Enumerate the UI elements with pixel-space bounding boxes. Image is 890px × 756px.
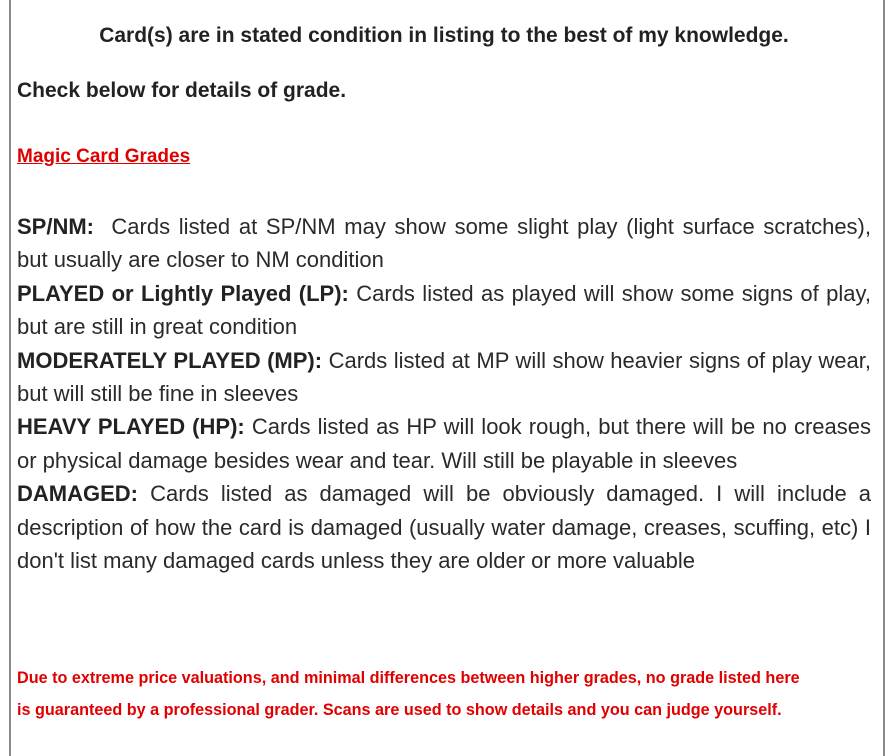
grade-term: PLAYED or Lightly Played (LP): (17, 280, 349, 306)
grade-description: Cards listed as HP will look rough, but there will be no creases or physical damage besides wear and tear. Will still be playable in sleeves (17, 414, 871, 473)
grade-played-lp (17, 277, 871, 344)
grade-damaged (17, 477, 871, 577)
grade-term: SP/NM: (17, 214, 94, 239)
grade-term: DAMAGED: (17, 481, 138, 507)
grade-term: MODERATELY PLAYED (MP): (17, 347, 323, 373)
grade-moderately-played (17, 344, 871, 411)
grade-details-note: Check below for details of grade. (17, 79, 347, 102)
grade-description: Cards listed at SP/NM may show some slight play (light surface scratches), but usually are closer to NM condition (17, 214, 871, 273)
disclaimer-line: is guaranteed by a professional grader. Scans are used to show details and you can judge yourself. (17, 701, 782, 719)
grade-term: HEAVY PLAYED (HP): (17, 414, 245, 440)
grade-heavy-played (17, 410, 871, 477)
magic-card-grades-link[interactable]: Magic Card Grades (17, 146, 191, 167)
disclaimer-line: Due to extreme price valuations, and minimal differences between higher grades, no grade listed here (17, 669, 800, 687)
grade-sp-nm (17, 210, 871, 277)
grading-disclaimer (17, 662, 875, 726)
condition-statement: Card(s) are in stated condition in listing to the best of my knowledge. (99, 24, 789, 47)
grade-description: Cards listed as damaged will be obviously damaged. I will include a description of how the card is damaged (usually water damage, creases, scuffing, etc) I don't list many damaged cards unless they are older or more valuable (17, 481, 871, 574)
grade-description: Cards listed at MP will show heavier signs of play wear, but will still be fine in sleeves (17, 347, 871, 407)
grade-definitions (17, 210, 871, 577)
grade-description: Cards listed as played will show some signs of play, but are still in great condition (17, 280, 871, 340)
